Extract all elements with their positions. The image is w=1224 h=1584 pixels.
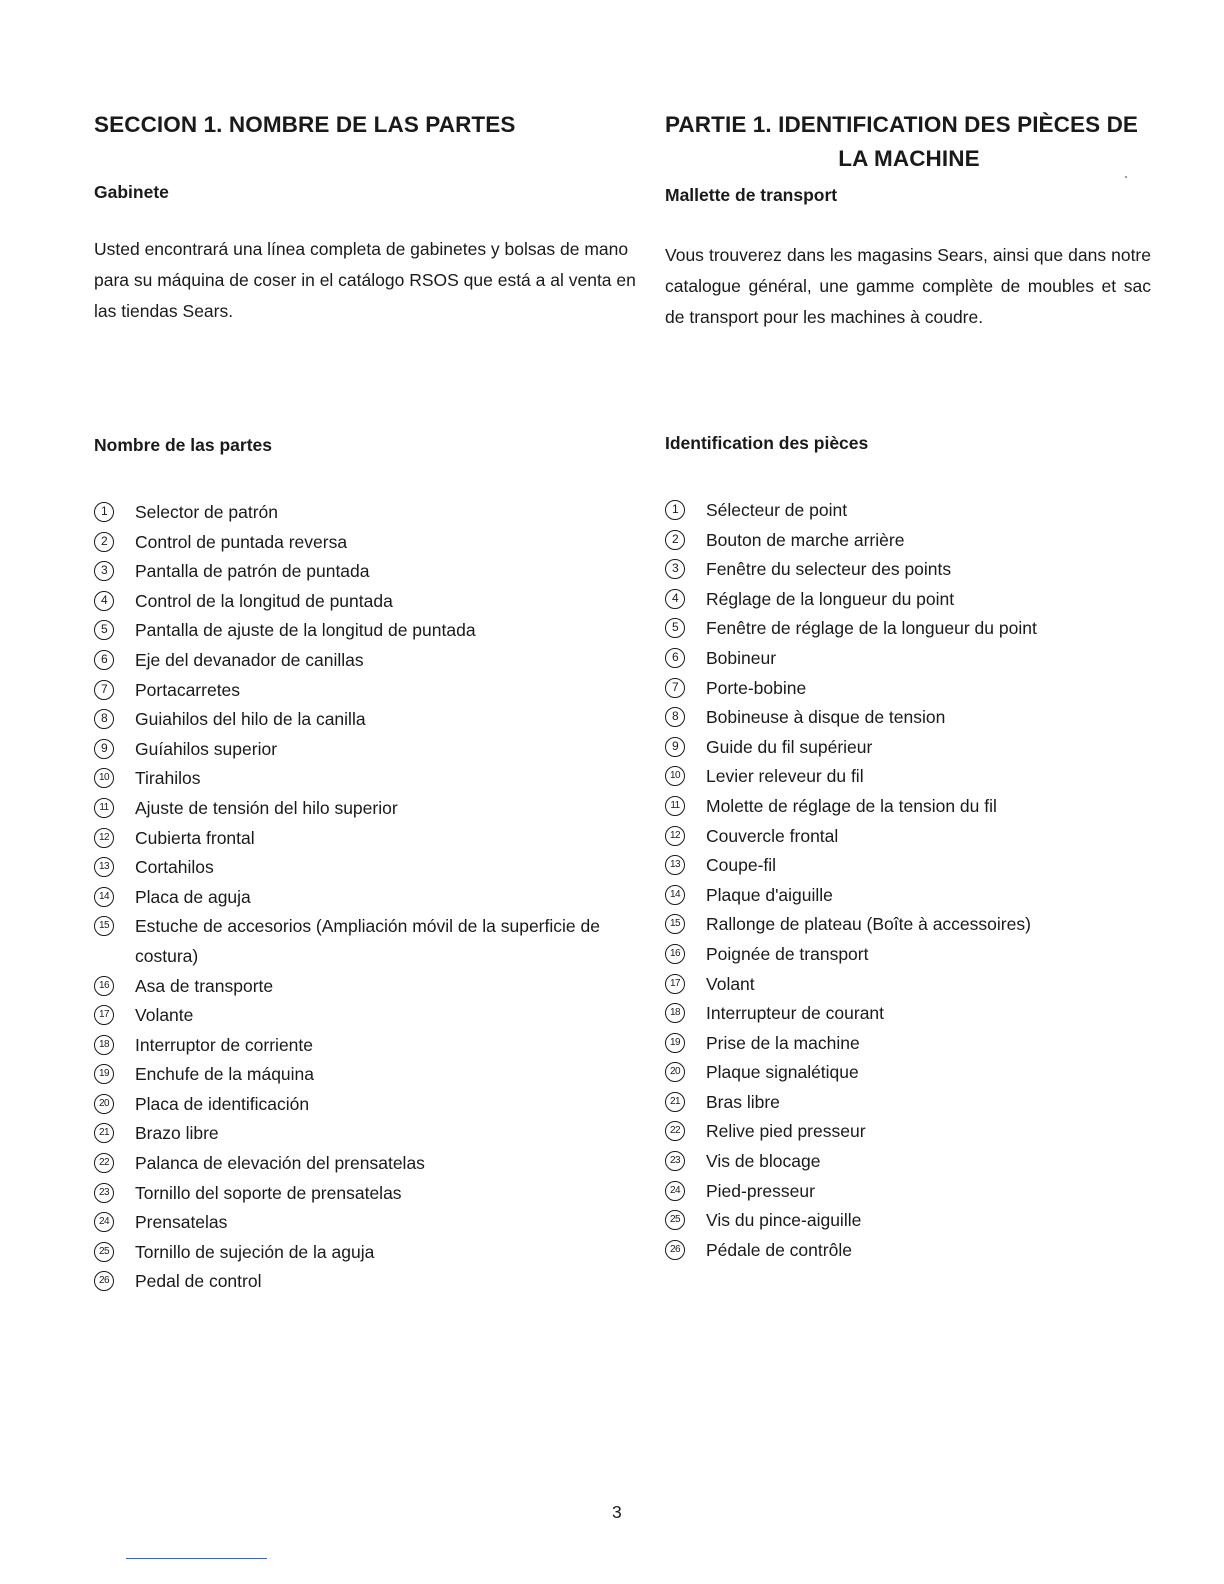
part-number-circle: 10 xyxy=(665,766,685,786)
part-label: Portacarretes xyxy=(135,679,241,700)
part-label: Fenêtre du selecteur des points xyxy=(706,559,952,580)
part-label: Rallonge de plateau (Boîte à accessoires) xyxy=(706,914,1031,935)
part-number-circle: 21 xyxy=(94,1123,114,1143)
part-label: Ajuste de tensión del hilo superior xyxy=(135,797,398,818)
part-number-circle: 2 xyxy=(94,532,114,552)
french-cabinet-text: Vous trouverez dans les magasins Sears, ainsi que dans notre catalogue général, une gamme complète de moubles et sac de transport pour les machines à coudre. xyxy=(665,245,1151,327)
part-item xyxy=(665,1206,1153,1236)
part-number-circle: 4 xyxy=(94,591,114,611)
spanish-parts-heading: Nombre de las partes xyxy=(94,435,272,455)
part-number-circle: 14 xyxy=(665,885,685,905)
part-label: Selector de patrón xyxy=(135,502,279,522)
part-label: Porte-bobine xyxy=(706,677,807,698)
part-item xyxy=(665,555,1153,585)
part-number-circle: 23 xyxy=(665,1151,685,1171)
part-number-circle: 13 xyxy=(665,855,685,875)
part-label: Bras libre xyxy=(706,1091,780,1112)
part-label: Pied-presseur xyxy=(706,1180,815,1201)
part-number-circle: 26 xyxy=(94,1271,114,1291)
part-item xyxy=(94,1119,642,1149)
part-item xyxy=(665,851,1153,881)
part-number-circle: 20 xyxy=(665,1062,685,1082)
part-number-circle: 26 xyxy=(665,1240,685,1260)
part-number-circle: 3 xyxy=(665,559,685,579)
part-label: Interruptor de corriente xyxy=(135,1034,314,1055)
part-label: Estuche de accesorios (Ampliación móvil de la superficie de costura) xyxy=(135,916,600,966)
french-section-title xyxy=(665,108,1153,176)
part-number-circle: 21 xyxy=(665,1092,685,1112)
part-item xyxy=(665,614,1153,644)
part-label: Control de la longitud de puntada xyxy=(135,590,393,611)
part-number-circle: 7 xyxy=(665,678,685,698)
part-label: Tornillo de sujeción de la aguja xyxy=(135,1241,375,1262)
part-label: Prensatelas xyxy=(135,1212,228,1233)
part-label: Bouton de marche arrière xyxy=(706,529,905,550)
part-item xyxy=(94,794,642,824)
part-item xyxy=(94,646,642,676)
page-number: 3 xyxy=(612,1502,622,1522)
part-label: Volante xyxy=(135,1005,194,1026)
part-item xyxy=(94,1179,642,1209)
part-item xyxy=(665,1236,1153,1266)
part-item xyxy=(94,676,642,706)
part-number-circle: 4 xyxy=(665,589,685,609)
part-label: Vis de blocage xyxy=(706,1151,821,1172)
part-item xyxy=(665,703,1153,733)
part-label: Placa de aguja xyxy=(135,886,251,907)
part-number-circle: 5 xyxy=(94,620,114,640)
part-label: Guíahilos superior xyxy=(135,738,278,759)
part-number-circle: 16 xyxy=(665,944,685,964)
part-label: Levier releveur du fil xyxy=(706,766,864,787)
part-item xyxy=(665,674,1153,704)
part-number-circle: 16 xyxy=(94,976,114,996)
part-number-circle: 13 xyxy=(94,857,114,877)
part-number-circle: 18 xyxy=(665,1003,685,1023)
part-label: Interrupteur de courant xyxy=(706,1003,885,1024)
bottom-rule xyxy=(126,1558,267,1559)
spanish-cabinet-heading: Gabinete xyxy=(94,182,169,202)
french-parts-heading: Identification des pièces xyxy=(665,433,869,453)
part-item xyxy=(94,587,642,617)
part-number-circle: 7 xyxy=(94,680,114,700)
part-label: Guiahilos del hilo de la canilla xyxy=(135,709,366,730)
part-number-circle: 20 xyxy=(94,1094,114,1114)
part-number-circle: 22 xyxy=(665,1121,685,1141)
part-item xyxy=(665,1117,1153,1147)
part-item xyxy=(94,1060,642,1090)
part-number-circle: 8 xyxy=(665,707,685,727)
part-number-circle: 9 xyxy=(94,739,114,759)
part-label: Volant xyxy=(706,973,755,994)
part-label: Control de puntada reversa xyxy=(135,531,348,552)
part-item xyxy=(665,792,1153,822)
part-item xyxy=(94,1090,642,1120)
part-item xyxy=(94,1001,642,1031)
part-item xyxy=(94,883,642,913)
part-label: Réglage de la longueur du point xyxy=(706,588,955,609)
part-item xyxy=(94,616,642,646)
spanish-parts-list xyxy=(94,498,642,1297)
part-item xyxy=(665,940,1153,970)
spanish-cabinet-text: Usted encontrará una línea completa de gabinetes y bolsas de mano para su máquina de coser in el catálogo RSOS que está a al venta en las tiendas Sears. xyxy=(94,239,636,321)
part-number-circle: 15 xyxy=(94,916,114,936)
part-item xyxy=(94,1208,642,1238)
part-number-circle: 14 xyxy=(94,887,114,907)
part-label: Asa de transporte xyxy=(135,975,274,996)
part-label: Bobineur xyxy=(706,647,777,668)
part-number-circle: 17 xyxy=(665,974,685,994)
part-number-circle: 2 xyxy=(665,530,685,550)
part-number-circle: 24 xyxy=(665,1181,685,1201)
spanish-section-title: SECCION 1. NOMBRE DE LAS PARTES xyxy=(94,112,516,137)
part-item xyxy=(94,853,642,883)
part-item xyxy=(94,1238,642,1268)
part-item xyxy=(94,557,642,587)
part-label: Bobineuse à disque de tension xyxy=(706,707,946,728)
part-item xyxy=(665,1177,1153,1207)
part-label: Pedal de control xyxy=(135,1271,262,1292)
part-item xyxy=(94,735,642,765)
part-label: Fenêtre de réglage de la longueur du point xyxy=(706,618,1037,639)
part-item xyxy=(665,1029,1153,1059)
part-item xyxy=(665,733,1153,763)
part-number-circle: 17 xyxy=(94,1005,114,1025)
part-number-circle: 25 xyxy=(665,1210,685,1230)
part-item xyxy=(94,1149,642,1179)
french-section-title-line2: LA MACHINE xyxy=(838,146,980,171)
part-number-circle: 12 xyxy=(94,828,114,848)
part-item xyxy=(94,764,642,794)
part-label: Prise de la machine xyxy=(706,1032,860,1053)
part-item xyxy=(94,912,642,971)
part-number-circle: 19 xyxy=(665,1033,685,1053)
part-number-circle: 11 xyxy=(665,796,685,816)
part-item xyxy=(665,526,1153,556)
part-item xyxy=(665,1147,1153,1177)
part-item xyxy=(94,498,642,528)
french-cabinet-heading: Mallette de transport xyxy=(665,185,838,205)
part-label: Molette de réglage de la tension du fil xyxy=(706,795,997,816)
part-number-circle: 15 xyxy=(665,914,685,934)
part-label: Vis du pince-aiguille xyxy=(706,1210,862,1231)
part-label: Coupe-fil xyxy=(706,855,777,876)
french-parts-list xyxy=(665,496,1153,1265)
part-item xyxy=(665,762,1153,792)
part-item xyxy=(665,881,1153,911)
french-section-title-line1: PARTIE 1. IDENTIFICATION DES PIÈCES DE xyxy=(665,112,1139,137)
part-label: Sélecteur de point xyxy=(706,500,848,520)
part-item xyxy=(94,528,642,558)
part-item xyxy=(665,496,1153,526)
part-label: Tornillo del soporte de prensatelas xyxy=(135,1182,402,1203)
part-item xyxy=(665,585,1153,615)
part-label: Eje del devanador de canillas xyxy=(135,649,364,670)
part-number-circle: 19 xyxy=(94,1064,114,1084)
part-item xyxy=(94,972,642,1002)
part-label: Tirahilos xyxy=(135,768,201,789)
part-number-circle: 5 xyxy=(665,618,685,638)
part-number-circle: 11 xyxy=(94,798,114,818)
part-label: Relive pied presseur xyxy=(706,1121,866,1142)
part-number-circle: 12 xyxy=(665,826,685,846)
part-item xyxy=(665,970,1153,1000)
part-item xyxy=(665,999,1153,1029)
part-item xyxy=(94,824,642,854)
part-number-circle: 1 xyxy=(94,502,114,522)
part-label: Pédale de contrôle xyxy=(706,1239,852,1260)
part-number-circle: 23 xyxy=(94,1183,114,1203)
scan-speck xyxy=(1125,176,1127,178)
part-label: Cubierta frontal xyxy=(135,827,255,848)
part-label: Guide du fil supérieur xyxy=(706,736,873,757)
part-item xyxy=(665,1058,1153,1088)
part-number-circle: 6 xyxy=(94,650,114,670)
part-number-circle: 10 xyxy=(94,768,114,788)
part-label: Pantalla de patrón de puntada xyxy=(135,561,370,582)
part-item xyxy=(665,910,1153,940)
part-label: Plaque d'aiguille xyxy=(706,884,833,905)
part-number-circle: 18 xyxy=(94,1035,114,1055)
part-number-circle: 1 xyxy=(665,500,685,520)
part-number-circle: 22 xyxy=(94,1153,114,1173)
part-item xyxy=(665,1088,1153,1118)
part-number-circle: 25 xyxy=(94,1242,114,1262)
part-label: Pantalla de ajuste de la longitud de puntada xyxy=(135,620,476,641)
part-label: Brazo libre xyxy=(135,1123,219,1144)
part-label: Couvercle frontal xyxy=(706,825,839,846)
part-item xyxy=(94,1267,642,1297)
part-label: Poignée de transport xyxy=(706,943,869,964)
part-item xyxy=(665,822,1153,852)
part-item xyxy=(665,644,1153,674)
part-number-circle: 8 xyxy=(94,709,114,729)
part-label: Plaque signalétique xyxy=(706,1062,859,1083)
part-label: Palanca de elevación del prensatelas xyxy=(135,1153,425,1174)
part-number-circle: 9 xyxy=(665,737,685,757)
part-item xyxy=(94,1031,642,1061)
part-item xyxy=(94,705,642,735)
part-number-circle: 24 xyxy=(94,1212,114,1232)
part-number-circle: 3 xyxy=(94,561,114,581)
part-label: Cortahilos xyxy=(135,857,214,878)
part-label: Enchufe de la máquina xyxy=(135,1064,315,1085)
part-number-circle: 6 xyxy=(665,648,685,668)
part-label: Placa de identificación xyxy=(135,1093,310,1114)
